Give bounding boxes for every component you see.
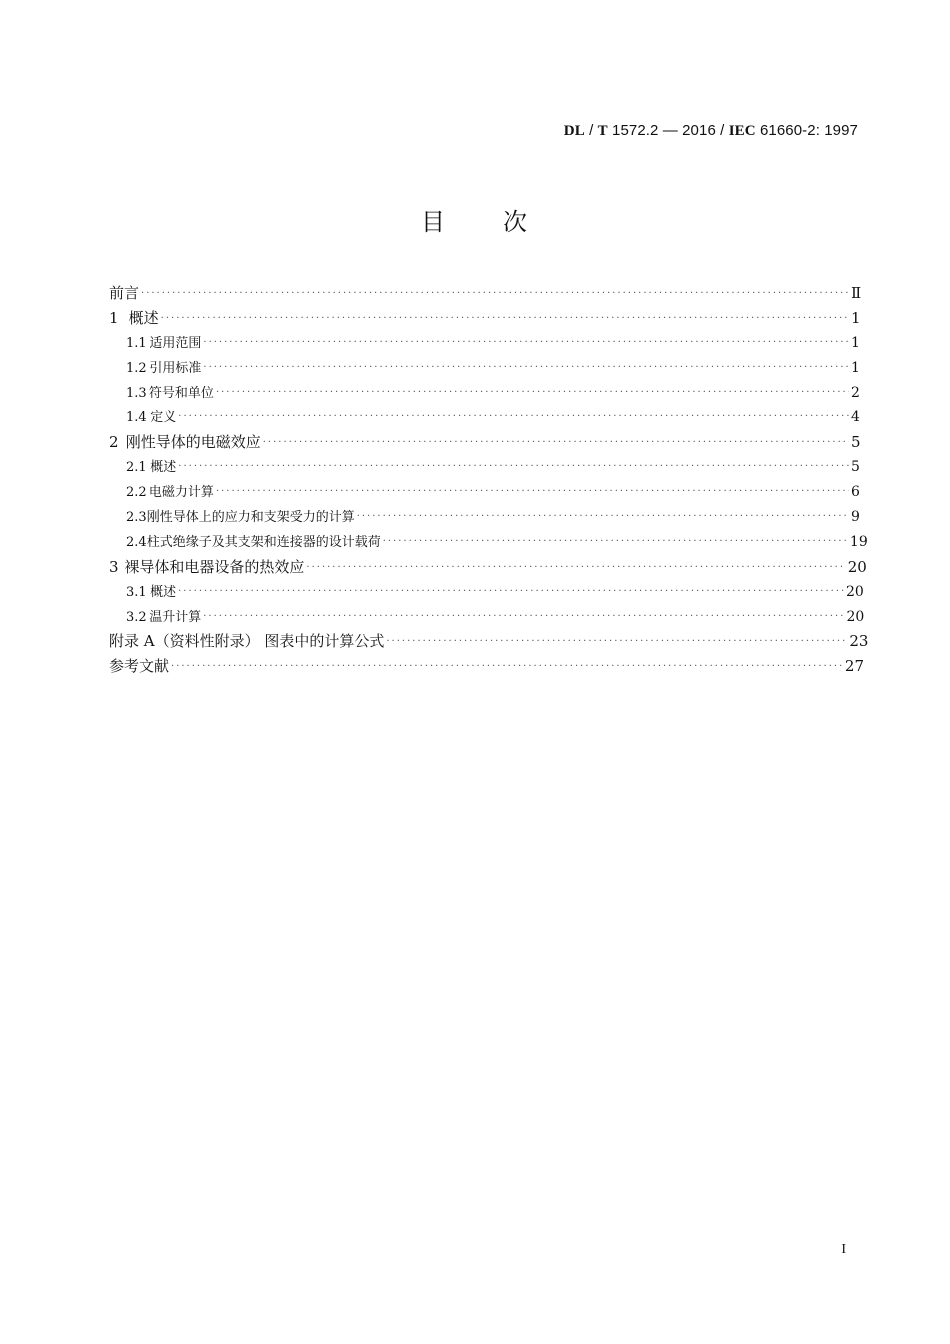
toc-dot-leader (141, 282, 849, 307)
toc-entry-number: 3.1 (126, 584, 147, 600)
toc-entry-title: 参考文献 (109, 657, 170, 676)
toc-dot-leader (203, 331, 849, 356)
toc-entry-page: 20 (847, 557, 867, 576)
toc-entry-number: 2.2 (126, 485, 147, 501)
toc-entry-page: 23 (849, 632, 869, 651)
toc-entry-number: 3.2 (126, 609, 147, 625)
toc-dot-leader (161, 307, 849, 332)
toc-entry-title: 概述 (150, 584, 177, 600)
toc-entry[interactable] (109, 306, 859, 331)
header-t: T (597, 123, 608, 139)
header-iec-number: 61660-2: 1997 (755, 122, 858, 139)
toc-entry-title: 前言 (109, 284, 140, 302)
toc-entry[interactable] (109, 381, 859, 406)
toc-entry-number: 1.4 (126, 410, 147, 426)
toc-entry[interactable] (109, 331, 859, 356)
toc-dot-leader (357, 505, 849, 530)
toc-entry-title: 引用标准 (149, 360, 202, 376)
header-dl: DL (563, 123, 585, 139)
toc-entry-number: 2.4 (126, 534, 147, 550)
header-slash: / (584, 122, 598, 139)
toc-entry-title: 定义 (150, 410, 177, 426)
toc-entry-page: 19 (849, 533, 868, 550)
title-char-1: 目 (421, 208, 447, 236)
toc-entry-title: 概述 (150, 460, 177, 476)
toc-entry[interactable] (109, 281, 862, 306)
toc-entry-page: 5 (851, 459, 860, 476)
toc-entry-number: 2 (109, 433, 119, 452)
toc-entry-page: 6 (851, 484, 860, 501)
toc-dot-leader (383, 530, 848, 555)
toc-entry-page: 1 (851, 308, 861, 327)
title-char-2: 次 (503, 208, 529, 236)
toc-entry-title: 电磁力计算 (148, 485, 214, 501)
page-title (0, 202, 950, 237)
toc-entry[interactable] (109, 580, 864, 605)
toc-entry-title: 温升计算 (149, 609, 202, 625)
toc-entry[interactable] (109, 654, 865, 679)
toc-dot-leader (386, 630, 847, 655)
toc-entry-number: 2.3 (126, 510, 147, 526)
toc-entry-title: 裸导体和电器设备的热效应 (124, 557, 305, 576)
page-number: I (841, 1242, 846, 1257)
toc-dot-leader (171, 655, 843, 680)
toc-entry-title: 适用范围 (149, 335, 202, 351)
toc-entry-page: 4 (851, 409, 860, 426)
toc-entry-number: 1 (109, 308, 119, 327)
toc-dot-leader (203, 605, 844, 630)
toc-entry-page: 20 (846, 608, 865, 625)
toc-entry-title: 刚性导体上的应力和支架受力的计算 (146, 510, 355, 526)
header-iec: IEC (728, 123, 756, 139)
toc-entry[interactable] (109, 530, 868, 555)
toc-entry[interactable] (109, 480, 859, 505)
toc-entry-page: Ⅱ (851, 284, 862, 302)
toc-entry-title: 符号和单位 (148, 385, 214, 401)
toc-dot-leader (306, 556, 845, 581)
toc-dot-leader (178, 580, 844, 605)
toc-entry-page: 2 (851, 384, 860, 401)
toc-dot-leader (216, 480, 849, 505)
toc-entry-number: 2.1 (126, 460, 147, 476)
toc-entry[interactable] (109, 405, 859, 430)
toc-entry-title: 刚性导体的电磁效应 (125, 433, 261, 452)
toc-entry-title: 柱式绝缘子及其支架和连接器的设计载荷 (146, 534, 381, 550)
toc-dot-leader (263, 431, 849, 456)
toc-entry[interactable] (109, 430, 859, 455)
toc-entry[interactable] (109, 505, 859, 530)
toc-entry-page: 9 (851, 509, 860, 526)
toc-entry-page: 27 (844, 657, 865, 676)
toc-entry[interactable] (109, 356, 859, 381)
toc-entry[interactable] (109, 629, 869, 654)
header-number: 1572.2 — 2016 / (607, 122, 729, 139)
toc-entry[interactable] (109, 605, 865, 630)
toc-entry-number: 1.1 (126, 335, 147, 351)
toc-entry-title: 概述 (128, 308, 159, 327)
toc-entry-title: 附录 A（资料性附录） 图表中的计算公式 (109, 632, 385, 651)
toc-entry-page: 5 (851, 433, 861, 452)
toc-entry[interactable] (109, 455, 859, 480)
standard-code-header (564, 122, 858, 140)
toc-entry-number: 1.2 (126, 360, 147, 376)
toc-dot-leader (178, 455, 849, 480)
toc-entry-number: 1.3 (126, 385, 147, 401)
toc-dot-leader (178, 405, 849, 430)
table-of-contents (109, 281, 869, 679)
toc-entry[interactable] (109, 555, 867, 580)
toc-dot-leader (203, 356, 849, 381)
toc-dot-leader (216, 381, 849, 406)
toc-entry-page: 1 (851, 359, 860, 376)
toc-entry-page: 1 (851, 334, 860, 351)
toc-entry-number: 3 (109, 557, 119, 576)
toc-entry-page: 20 (845, 583, 864, 600)
